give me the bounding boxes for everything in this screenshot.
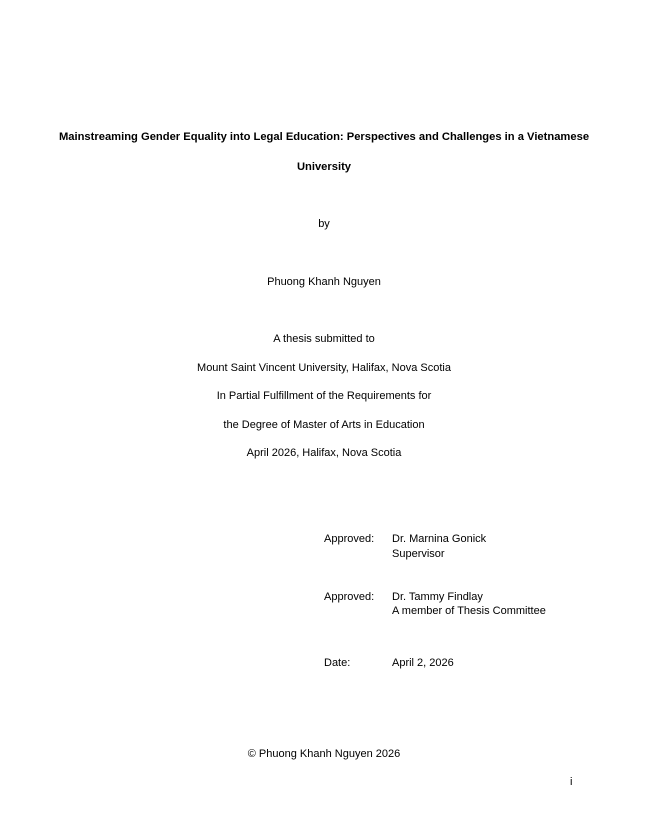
submission-line-3: In Partial Fulfillment of the Requirements for (216, 390, 432, 402)
submission-line-4: the Degree of Master of Arts in Education (223, 419, 425, 431)
approver-name-1: Dr. Marnina Gonick (392, 533, 487, 545)
copyright-notice: © Phuong Khanh Nguyen 2026 (247, 748, 401, 760)
page-number: i (570, 776, 573, 788)
approval-label-1: Approved: (324, 533, 375, 545)
approver-role-1: Supervisor (392, 548, 445, 560)
approver-role-2: A member of Thesis Committee (392, 605, 546, 617)
submission-line-2: Mount Saint Vincent University, Halifax, Nova Scotia (197, 362, 451, 374)
approval-label-2: Approved: (324, 591, 375, 603)
thesis-title-line-1: Mainstreaming Gender Equality into Legal Education: Perspectives and Challenges in a Vietnamese (58, 131, 590, 143)
author-name: Phuong Khanh Nguyen (267, 276, 381, 288)
submission-line-5: April 2026, Halifax, Nova Scotia (246, 447, 402, 459)
by-text: by (318, 218, 330, 230)
date-label: Date: (324, 657, 351, 669)
thesis-title-line-2: University (296, 161, 352, 173)
approver-name-2: Dr. Tammy Findlay (392, 591, 483, 603)
date-value: April 2, 2026 (392, 657, 454, 669)
submission-line-1: A thesis submitted to (273, 333, 375, 345)
